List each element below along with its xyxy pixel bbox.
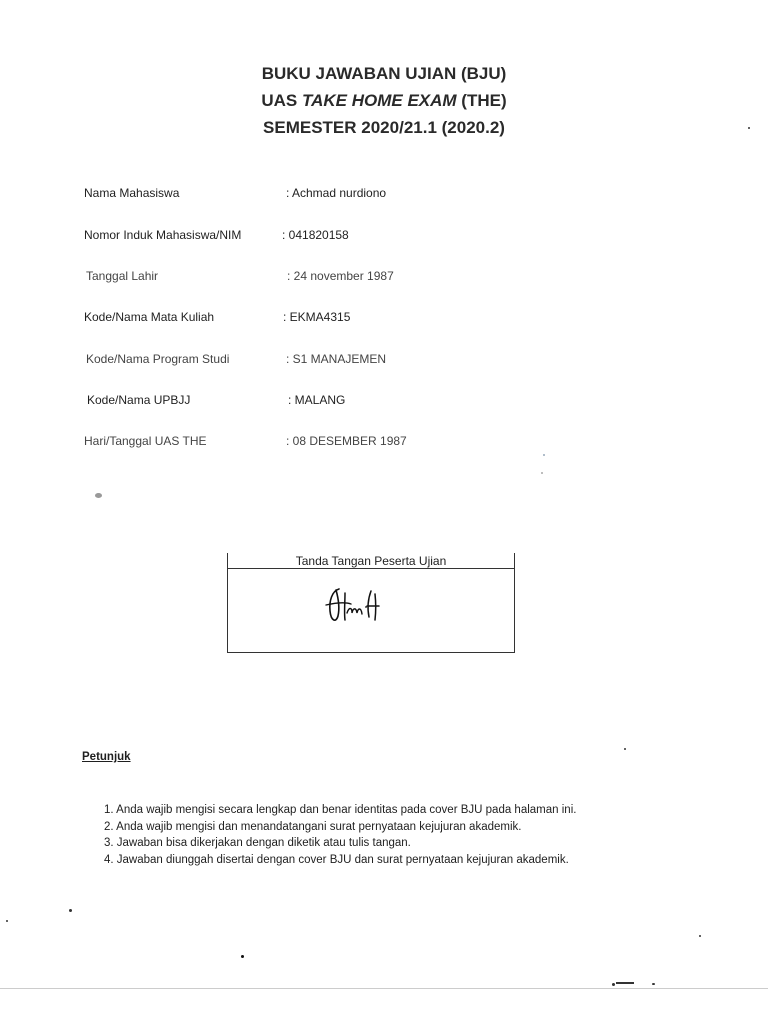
semester-title: SEMESTER 2020/21.1 (2020.2) bbox=[263, 118, 505, 137]
instructions-heading: Petunjuk bbox=[82, 751, 131, 763]
identity-row-upbjj bbox=[0, 393, 768, 413]
identity-value: : 08 DESEMBER 1987 bbox=[286, 434, 407, 448]
scan-speck bbox=[541, 472, 543, 474]
scan-speck bbox=[543, 454, 545, 456]
identity-label: Kode/Nama UPBJJ bbox=[87, 393, 191, 407]
identity-row-nim bbox=[0, 228, 768, 248]
signature-box-border bbox=[227, 652, 515, 653]
identity-value: : S1 MANAJEMEN bbox=[286, 352, 387, 366]
scan-speck bbox=[616, 982, 634, 984]
instruction-item: 1. Anda wajib mengisi secara lengkap dan benar identitas pada cover BJU pada halaman ini. bbox=[104, 804, 577, 816]
scan-speck bbox=[652, 983, 655, 985]
identity-value: : 24 november 1987 bbox=[287, 269, 394, 283]
identity-label: Nomor Induk Mahasiswa/NIM bbox=[84, 228, 242, 242]
scan-speck bbox=[95, 493, 102, 498]
signature-label: Tanda Tangan Peserta Ujian bbox=[295, 554, 447, 568]
instruction-item: 3. Jawaban bisa dikerjakan dengan diketik atau tulis tangan. bbox=[104, 837, 411, 849]
identity-value: : EKMA4315 bbox=[283, 310, 351, 324]
handwritten-signature bbox=[323, 583, 395, 627]
identity-row-exam-date bbox=[0, 434, 768, 454]
instruction-item: 2. Anda wajib mengisi dan menandatangani surat pernyataan kejujuran akademik. bbox=[104, 820, 522, 833]
identity-value: : 041820158 bbox=[282, 228, 349, 242]
identity-label: Kode/Nama Mata Kuliah bbox=[84, 310, 215, 324]
identity-row-birthdate bbox=[0, 269, 768, 289]
scan-speck bbox=[748, 127, 750, 129]
identity-row-program bbox=[0, 352, 768, 372]
identity-value: : MALANG bbox=[288, 393, 346, 407]
scan-speck bbox=[699, 935, 701, 937]
identity-row-name bbox=[0, 186, 768, 206]
signature-box bbox=[227, 553, 515, 653]
identity-label: Nama Mahasiswa bbox=[84, 186, 180, 200]
scan-speck bbox=[624, 748, 626, 750]
scan-speck bbox=[241, 955, 244, 958]
document-title: BUKU JAWABAN UJIAN (BJU) bbox=[261, 64, 507, 83]
page-edge-line bbox=[0, 988, 768, 989]
identity-label: Tanggal Lahir bbox=[86, 269, 159, 283]
identity-value: : Achmad nurdiono bbox=[286, 186, 387, 200]
instructions-list bbox=[104, 804, 576, 870]
identity-row-course bbox=[0, 310, 768, 330]
identity-label: Hari/Tanggal UAS THE bbox=[84, 434, 207, 448]
document-subtitle: UAS TAKE HOME EXAM (THE) bbox=[261, 91, 507, 110]
identity-label: Kode/Nama Program Studi bbox=[86, 352, 230, 366]
scan-speck bbox=[69, 909, 72, 912]
signature-box-border bbox=[227, 568, 515, 569]
instruction-item: 4. Jawaban diunggah disertai dengan cover BJU dan surat pernyataan kejujuran akademik. bbox=[104, 853, 569, 866]
scan-speck bbox=[612, 983, 615, 986]
scan-speck bbox=[6, 920, 8, 922]
